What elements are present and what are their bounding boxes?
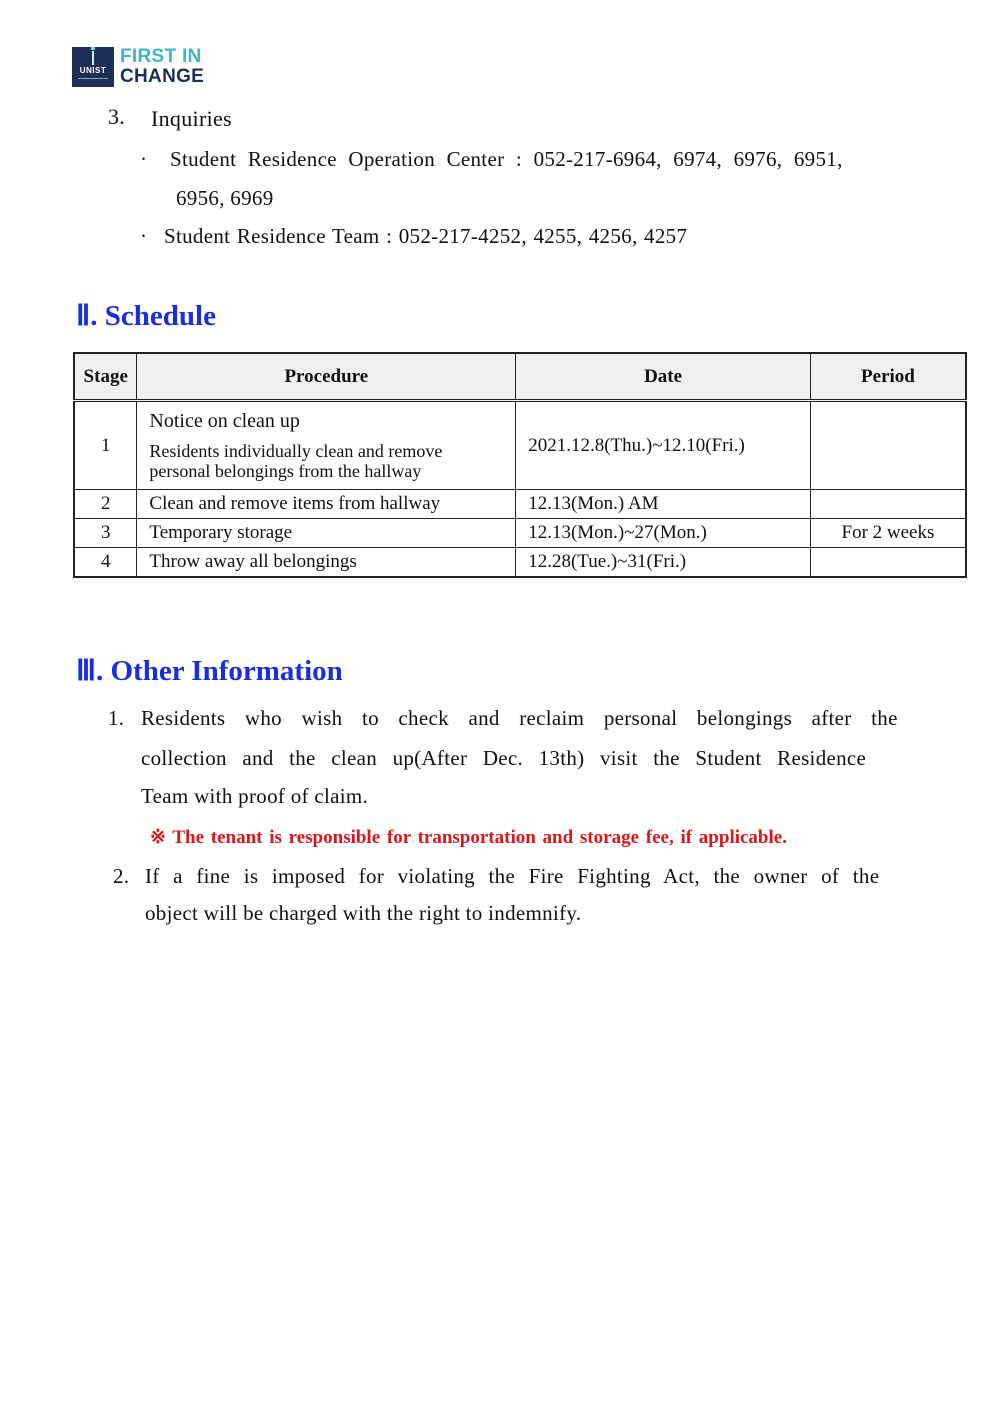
other-item-1-number: 1. bbox=[108, 706, 125, 730]
operation-center-contact-cont: 6956, 6969 bbox=[176, 186, 274, 210]
procedure-cell: Temporary storage bbox=[137, 519, 516, 548]
date-cell: 2021.12.8(Thu.)~12.10(Fri.) bbox=[516, 401, 811, 490]
stage-cell: 2 bbox=[74, 490, 137, 519]
schedule-heading: Ⅱ. Schedule bbox=[76, 300, 216, 332]
procedure-main: Notice on clean up bbox=[149, 410, 300, 432]
bullet-2: · bbox=[140, 224, 148, 248]
other-info-heading: Ⅲ. Other Information bbox=[76, 655, 343, 687]
logo-line-2: CHANGE bbox=[120, 66, 205, 87]
period-cell bbox=[810, 490, 966, 519]
other-item-2-line-1: If a fine is imposed for violating the Fire Fighting Act, the owner of the bbox=[145, 864, 880, 888]
inquiries-number: 3. bbox=[108, 104, 126, 129]
other-item-2-line-2: object will be charged with the right to indemnify. bbox=[145, 901, 582, 925]
table-row bbox=[74, 401, 966, 490]
logo-slogan bbox=[120, 47, 204, 87]
tenant-fee-note: ※ The tenant is responsible for transportation and storage fee, if applicable. bbox=[150, 827, 787, 848]
procedure-sub-line-1: Residents individually clean and remove bbox=[149, 441, 443, 461]
unist-logo bbox=[72, 47, 204, 87]
date-cell: 12.13(Mon.)~27(Mon.) bbox=[516, 519, 811, 548]
procedure-cell: Clean and remove items from hallway bbox=[137, 490, 516, 519]
residence-team-contact: Student Residence Team : 052-217-4252, 4255, 4256, 4257 bbox=[164, 224, 688, 248]
table-header-row bbox=[74, 353, 966, 401]
logo-mark-text: UNIST bbox=[79, 66, 107, 75]
other-item-1-line-2: collection and the clean up(After Dec. 13th) visit the Student Residence bbox=[141, 746, 867, 770]
procedure-sub-line-2: personal belongings from the hallway bbox=[149, 461, 422, 481]
schedule-table bbox=[73, 352, 967, 578]
table-row bbox=[74, 490, 966, 519]
inquiries-title: Inquiries bbox=[151, 106, 232, 131]
date-cell: 12.13(Mon.) AM bbox=[516, 490, 811, 519]
bullet-1: · bbox=[140, 147, 148, 171]
stage-cell: 4 bbox=[74, 548, 137, 577]
header-period: Period bbox=[810, 353, 966, 401]
other-item-2-number: 2. bbox=[113, 864, 130, 888]
other-item-1-line-1: Residents who wish to check and reclaim personal belongings after the bbox=[141, 706, 898, 730]
table-row bbox=[74, 519, 966, 548]
procedure-cell bbox=[137, 401, 516, 490]
logo-line-1: FIRST IN bbox=[120, 46, 202, 67]
operation-center-contact: Student Residence Operation Center : 052-217-6964, 6974, 6976, 6951, bbox=[170, 147, 843, 171]
header-stage: Stage bbox=[74, 353, 137, 401]
date-cell: 12.28(Tue.)~31(Fri.) bbox=[516, 548, 811, 577]
header-procedure: Procedure bbox=[137, 353, 516, 401]
header-date: Date bbox=[516, 353, 811, 401]
other-item-1-line-3: Team with proof of claim. bbox=[141, 784, 369, 808]
procedure-cell: Throw away all belongings bbox=[137, 548, 516, 577]
period-cell bbox=[810, 401, 966, 490]
period-cell: For 2 weeks bbox=[810, 519, 966, 548]
stage-cell: 1 bbox=[74, 401, 137, 490]
stage-cell: 3 bbox=[74, 519, 137, 548]
unist-emblem bbox=[72, 47, 114, 87]
period-cell bbox=[810, 548, 966, 577]
table-row bbox=[74, 548, 966, 577]
